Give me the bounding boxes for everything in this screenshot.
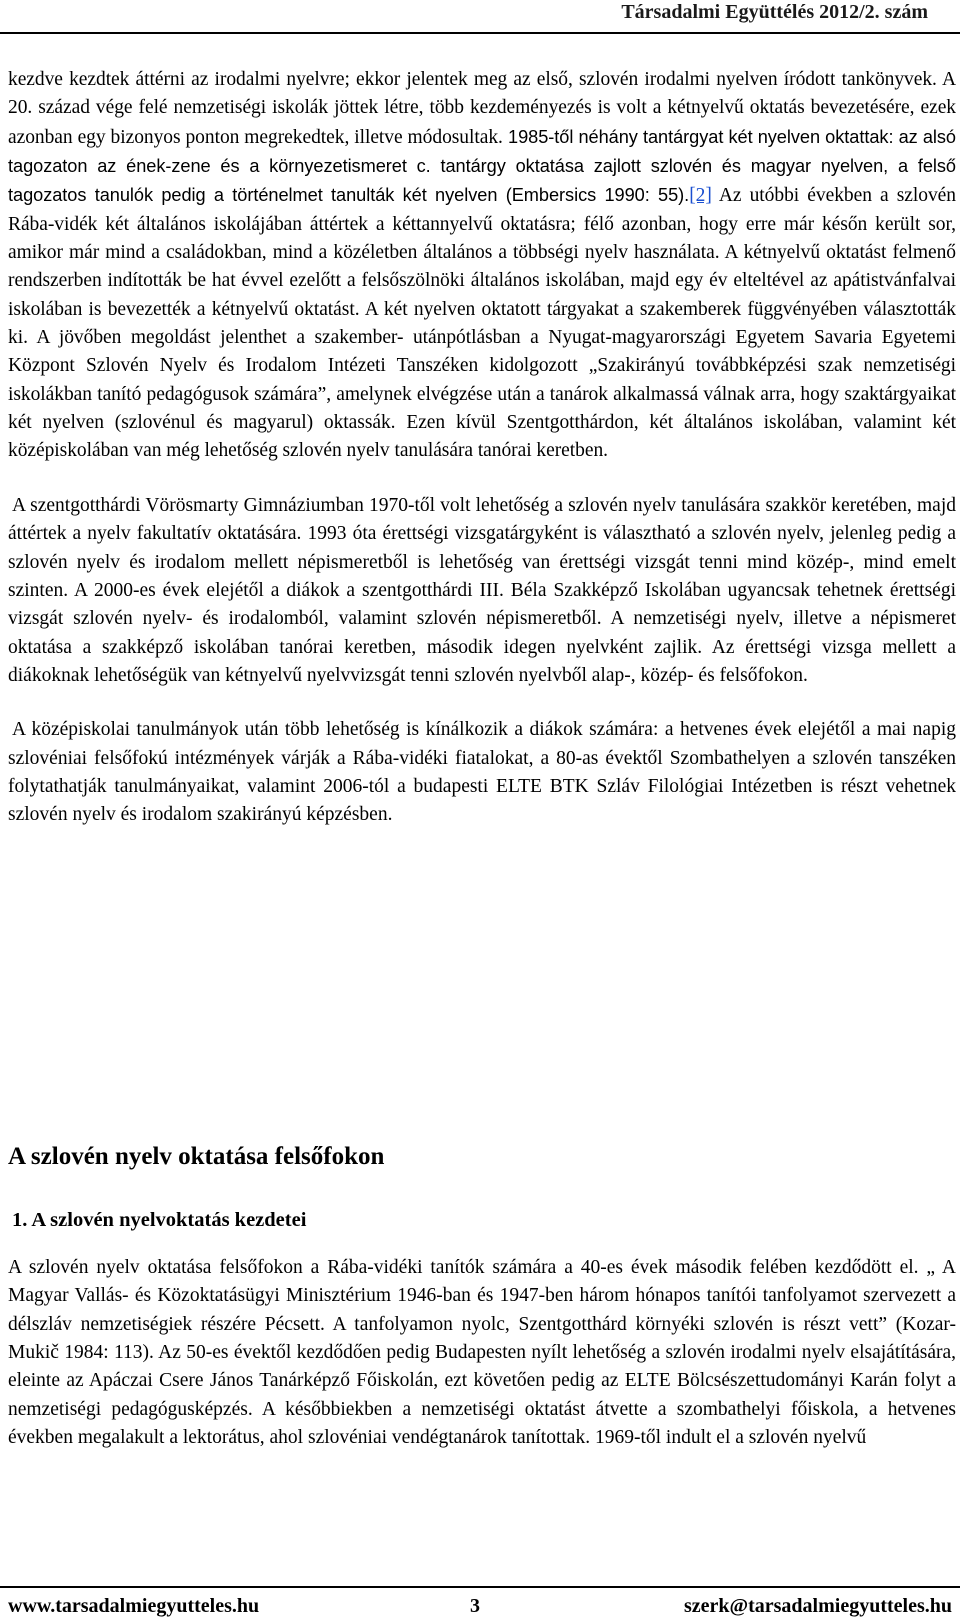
footer-divider xyxy=(0,1586,960,1588)
subsection-heading: 1. A szlovén nyelvoktatás kezdetei xyxy=(12,1209,307,1231)
paragraph-3: A középiskolai tanulmányok után több lehetőség is kínálkozik a diákok számára: a hetvenes évek elejétől a mai napig szlovéniai felsőfokú intézmények várják a Rába-vidéki fiatalokat, a 80-as évektől Szombathelyen a szlovén tanszéken folytathatják tanulmányaikat, valamint 2006-tól a budapesti ELTE BTK Szláv Filológiai Intézetben is részt vehetnek szlovén nyelv és irodalom szakirányú képzésben. xyxy=(8,719,956,826)
footnote-link-2[interactable]: [2] xyxy=(689,185,712,207)
header-divider xyxy=(0,32,960,34)
journal-header-title: Társadalmi Együttélés 2012/2. szám xyxy=(621,1,928,23)
article-body-bottom xyxy=(8,1254,956,1452)
page-number: 3 xyxy=(470,1595,480,1617)
paragraph-1-text-b: Az utóbbi években a szlovén Rába-vidék két általános iskolájában áttértek a kéttannyelvű oktatásra; félő azonban, hogy erre már későn került sor, amikor már mind a családokban, mind a közéletben általános a többségi nyelv használata. A kétnyelvű oktatást felmenő rendszerben indították be hat évvel ezelőtt a felsőszölnöki általános iskolában, majd egy év elteltével az apátistvánfalvai iskolában is bevezették a kétnyelvű oktatást. A két nyelven oktatott tárgyakat a szakemberek függvényében választották ki. A jövőben megoldást jelenthet a szakember- utánpótlásban a Nyugat-magyarországi Egyetem Savaria Egyetemi Központ Szlovén Nyelv és Irodalom Intézeti Tanszéken kidolgozott „Szakirányú továbbképzési szak nemzetiségi iskolákban tanító pedagógusok számára”, amelynek elvégzése után a tanárok alkalmassá válnak arra, hogy szaktárgyaikat két nyelven (szlovénul és magyarul) oktassák. Ezen kívül Szentgotthárdon, két általános iskolában, valamint két középiskolában van még lehetőség szlovén nyelv tanulására tanórai keretben. xyxy=(8,185,956,462)
paragraph-1 xyxy=(8,66,956,466)
paragraph-1-text-a: kezdve kezdtek áttérni az irodalmi nyelvre; ekkor jelentek meg az első, szlovén irodalmi nyelven íródott tankönyvek. A 20. század vége felé nemzetiségi iskolák jöttek létre, több kezdeményezés is volt a kétnyelvű oktatás bevezetésére, ezek azonban egy bizonyos ponton megrekedtek, illetve módosultak. xyxy=(8,69,956,148)
paragraph-1-sans-text: 1985-től néhány tantárgyat két nyelven oktattak: az alsó tagozaton az ének-zene és a környezetismeret c. tantárgy oktatása zajlott szlovén és magyar nyelven, a felső tagozatos tanulók pedig a történelmet tanulták két nyelven (Embersics 1990: 55). xyxy=(8,126,956,206)
paragraph-4: A szlovén nyelv oktatása felsőfokon a Rába-vidéki tanítók számára a 40-es évek második felében kezdődött el. „ A Magyar Vallás- és Közoktatásügyi Minisztérium 1946-ban és 1947-ben három hónapos tanítói tanfolyamot szervezett a délszláv nemzetiségiek részére Pécsett. A tanfolyamon nyolc, Szentgotthárd környéki szlovén is részt vett” (Kozar-Mukič 1984: 113). Az 50-es évektől kezdődően pedig Budapesten nyílt lehetőség a szlovén irodalmi nyelv elsajátítására, eleinte az Apáczai Csere János Tanárképző Főiskolán, ezt követően pedig az ELTE Bölcsészettudományi Karán folyt a nemzetiségi pedagógusképzés. A későbbiekben a nemzetiségi oktatást átvette a szombathelyi főiskola, a hetvenes években megalakult a lektorátus, ahol szlovéniai vendégtanárok tanítottak. 1969-től indult el a szlovén nyelvű xyxy=(8,1257,956,1449)
section-heading: A szlovén nyelv oktatása felsőfokon xyxy=(8,1143,385,1170)
article-body-top xyxy=(8,66,956,830)
footer-website-link[interactable]: www.tarsadalmiegyutteles.hu xyxy=(8,1595,260,1617)
paragraph-2: A szentgotthárdi Vörösmarty Gimnáziumban 1970-től volt lehetőség a szlovén nyelv tanulására szakkör keretében, majd áttértek a nyelv fakultatív oktatására. 1993 óta érettségi vizsgatárgyként is választható a szlovén nyelv, jelenleg pedig a szlovén nyelv és irodalom mellett népismeretből is lehetőség van érettségi vizsgát tenni mind közép-, mind emelt szinten. A 2000-es évek elejétől a diákok a szentgotthárdi III. Béla Szakképző Iskolában ugyancsak tehetnek érettségi vizsgát szlovén nyelv- és irodalomból, valamint szlovén népismeretből. A nemzetiségi nyelv, illetve a népismeret oktatása a szakképző iskolában tanórai keretben, második idegen nyelvként zajlik. Az érettségi vizsga mellett a diákoknak lehetőségük van kétnyelvű nyelvvizsgát tenni szlovén nyelvből alap-, közép- és felsőfokon. xyxy=(8,494,956,686)
footer-email-link[interactable]: szerk@tarsadalmiegyutteles.hu xyxy=(683,1595,952,1617)
